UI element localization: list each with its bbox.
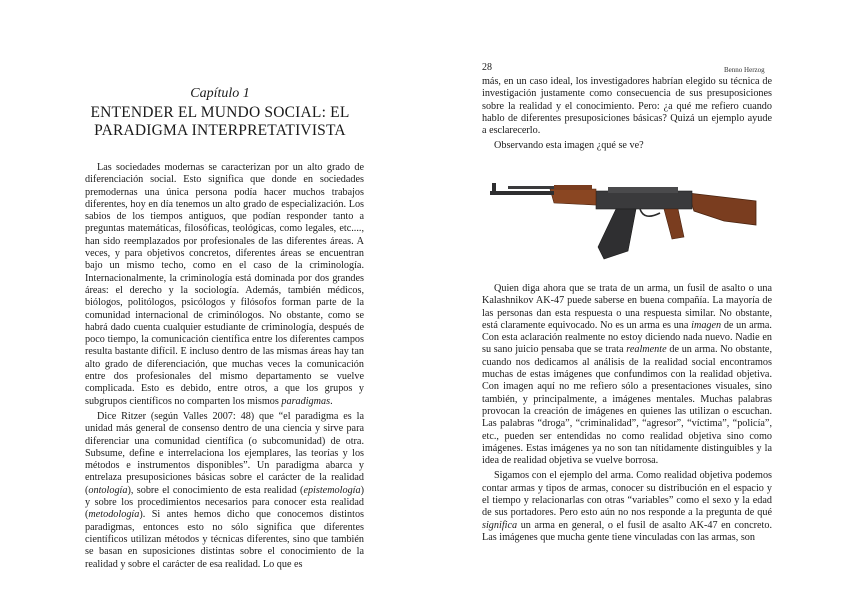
paragraph: Observando esta imagen ¿qué se ve? — [494, 140, 644, 152]
rifle-image — [488, 173, 758, 263]
chapter-title-line1: ENTENDER EL MUNDO SOCIAL: EL — [90, 104, 350, 121]
paragraph: Sigamos con el ejemplo del arma. Como realidad objetiva podemos contar armas y tipos de armas, conocer su distribución en el espacio y el tiempo y relacionarlas con otras “variables” como el sexo y la edad de sus portadores. Pero esto aún no nos responde a la pregunta de qué significa un arma en general, o el fusil de asalto AK-47 en concreto. Las imágenes que mucha gente tiene vinculadas con las armas, son — [482, 470, 772, 543]
paragraph: más, en un caso ideal, los investigadores habrían elegido su técnica de investigación justamente como consecuencia de sus presuposiciones sobre la realidad y el conocimiento. Pero: ¿a qué me refiero cuando hablo de diferentes presuposiciones básicas? Quizá un ejemplo ayude a esclarecerlo. — [482, 76, 772, 137]
right-body-text-top — [482, 76, 772, 153]
chapter-title — [80, 104, 360, 140]
paragraph: Dice Ritzer (según Valles 2007: 48) que “el paradigma es la unidad más general de consenso dentro de una ciencia y sirve para diferenciar una comunidad científica (o subcomunidad) de otra. Subsume, define e interrelaciona los ejemplares, las teorías y los métodos e instrumentos disponibles”. Un paradigma abarca y entrelaza presuposiciones básicas sobre el carácter de la realidad (ontología), sobre el conocimiento de esta realidad (epistemología) y sobre los procedimientos necesarios para conocer esta realidad (metodología). Si antes hemos dicho que conocemos distintos paradigmas, entonces esto no sólo significa que diferentes científicos utilizan métodos y técnicas diferentes, sino que también se basan en suposiciones distintas sobre el conocimiento de la realidad y sobre el carácter de esa realidad. Lo que es — [85, 410, 364, 570]
paragraph: Quien diga ahora que se trata de un arma, un fusil de asalto o una Kalashnikov AK-47 puede saberse en buena compañía. La mayoría de las personas dan esta respuesta o una respuesta similar. No obstante, está claramente equivocado. No es un arma es una imagen de un arma. Con esta aclaración realmente no estoy diciendo nada nuevo. Nadie en su sano juicio pensaba que se trata realmente de un arma. No obstante, cuando nos dedicamos al análisis de la realidad social encontramos muchas de estas imágenes que confundimos con la realidad objetiva. Con imagen aquí no me refiero sólo a presentaciones visuales, sino también, y principalmente, a imágenes mentales. Muchas palabras provocan la creación de imágenes en quienes las utilizan o escuchan. Las palabras “droga”, “criminalidad”, “agresor”, “víctima”, “policía”, etc., pueden ser entendidas no como realidad objetiva sino como imágenes. Estas imágenes ya no son tan nítidamente distinguibles y la idea de realidad objetiva se vuelve borrosa. — [482, 283, 772, 467]
chapter-title-line2: PARADIGMA INTERPRETATIVISTA — [94, 122, 346, 139]
right-body-text-bottom — [482, 283, 772, 544]
page-number: 28 — [482, 62, 492, 73]
chapter-label: Capítulo 1 — [190, 86, 250, 101]
paragraph: Las sociedades modernas se caracterizan por un alto grado de diferenciación social. Esto significa que donde en sociedades premodernas una única persona podía hacer muchos trabajos diferentes, hoy en día tenemos un alto grado de especialización. Los sabios de los tiempos antiguos, que podían responder tanto a preguntas matemáticas, filosóficas, teológicas, como legales, etc...., han sido reemplazados por profesionales de las diferentes áreas. A veces, y para objetivos concretos, diferentes áreas se encuentran bajo un mismo techo, como en el caso de la criminología. Internacionalmente, la criminología está dominada por dos grandes áreas: el derecho y la sociología. Además, también médicos, biólogos, politólogos, psicólogos y filósofos forman parte de la comunidad internacional de criminólogos. No obstante, como se habrá dado cuenta cualquier estudiante de criminología, después de poco tiempo, la comunicación científica entre los diferentes campos resulta bastante difícil. E incluso dentro de las mismas áreas hay tan alto grado de diferenciación, que muchas veces la comunicación entre dos profesionales del mismo departamento se vuelve complicada. Esto es debido, entre otros, a que los grupos y subgrupos científicos no comparten los mismos paradigmas. — [85, 162, 364, 407]
left-body-text — [85, 162, 364, 571]
running-head: Benno Herzog — [724, 66, 765, 74]
